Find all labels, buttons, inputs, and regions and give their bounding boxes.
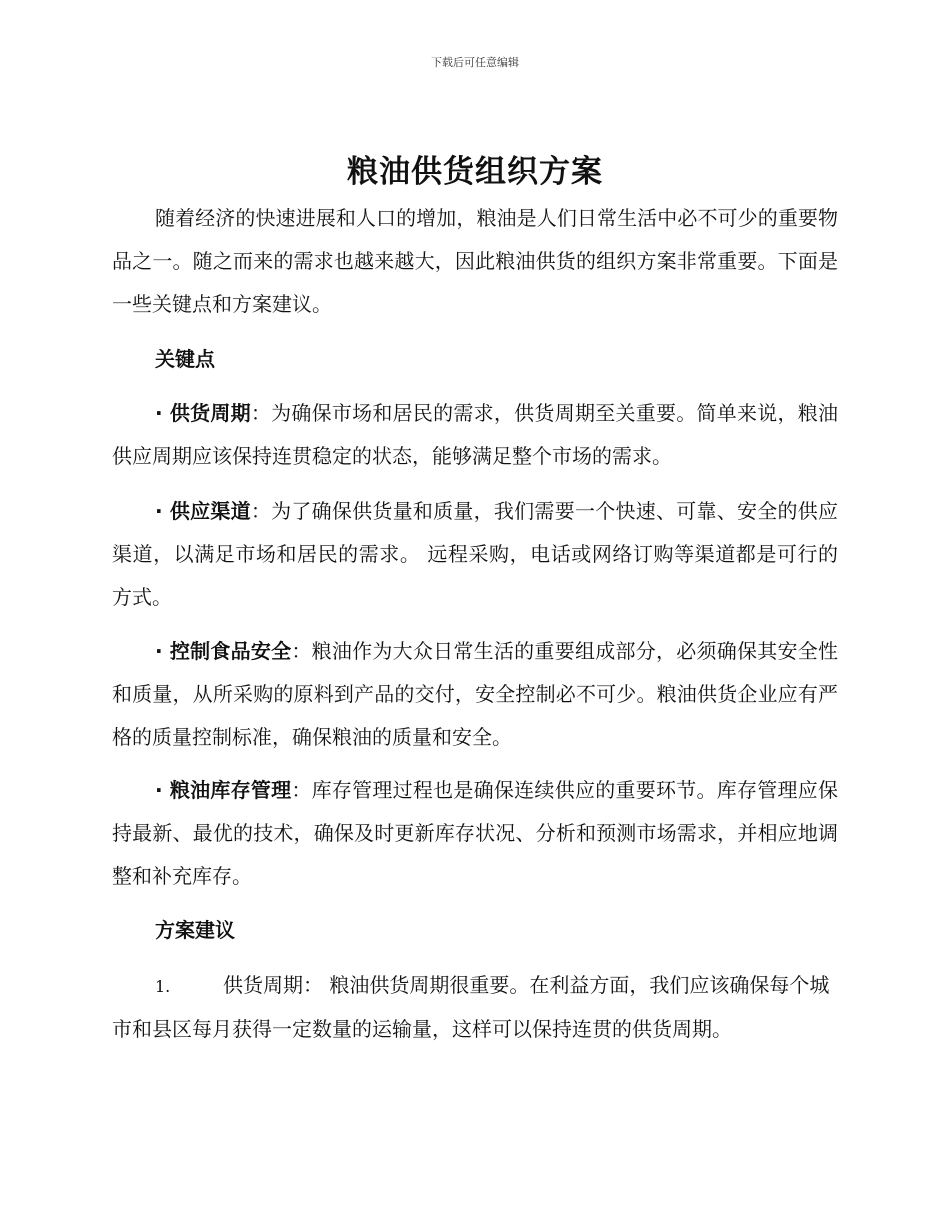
key-points-heading: 关键点 [155,347,215,371]
key-point-item: · 粮油库存管理：库存管理过程也是确保连续供应的重要环节。库存管理应保持最新、最优的技术，确保及时更新库存状况、分析和预测市场需求，并相应地调整和补充库存。 [112,778,839,888]
suggestion-number: 1. [155,977,171,996]
key-point-item: · 供应渠道：为了确保供货量和质量，我们需要一个快速、可靠、安全的供应渠道，以满足市场和居民的需求。 远程采购，电话或网络订购等渠道都是可行的方式。 [112,499,839,609]
suggestions-heading: 方案建议 [155,918,235,942]
key-point-item: · 供货周期：为确保市场和居民的需求，供货周期至关重要。简单来说，粮油供应周期应该保持连贯稳定的状态，能够满足整个市场的需求。 [112,401,839,468]
suggestion-item [112,964,842,1051]
key-point-text: 库存管理过程也是确保连续供应的重要环节。库存管理应保持最新、最优的技术，确保及时更新库存状况、分析和预测市场需求，并相应地调整和补充库存。 [112,778,839,888]
suggestion-text: 供货周期： 粮油供货周期很重要。在利益方面，我们应该确保每个城市和县区每月获得一定数量的运输量，这样可以保持连贯的供货周期。 [112,973,830,1041]
key-point-term: · 供货周期 [155,401,251,425]
key-point-text: 为确保市场和居民的需求，供货周期至关重要。简单来说，粮油供应周期应该保持连贯稳定的状态，能够满足整个市场的需求。 [112,401,839,468]
document-title: 粮油供货组织方案 [347,154,603,190]
key-point-term: · 控制食品安全 [155,639,292,663]
key-point-text: 为了确保供货量和质量，我们需要一个快速、可靠、安全的供应渠道，以满足市场和居民的需求。 远程采购，电话或网络订购等渠道都是可行的方式。 [112,499,839,609]
key-point-text: 粮油作为大众日常生活的重要组成部分，必须确保其安全性和质量，从所采购的原料到产品的交付，安全控制必不可少。粮油供货企业应有严格的质量控制标准，确保粮油的质量和安全。 [112,639,839,749]
page-header: 下载后可任意编辑 [431,56,519,69]
key-point-term: · 供应渠道 [155,499,251,523]
key-point-term: · 粮油库存管理 [155,778,292,802]
intro-paragraph: 随着经济的快速进展和人口的增加，粮油是人们日常生活中必不可少的重要物品之一。随之而来的需求也越来越大，因此粮油供货的组织方案非常重要。下面是一些关键点和方案建议。 [112,206,838,316]
key-point-item: · 控制食品安全：粮油作为大众日常生活的重要组成部分，必须确保其安全性和质量，从所采购的原料到产品的交付，安全控制必不可少。粮油供货企业应有严格的质量控制标准，确保粮油的质量和安全。 [112,639,839,749]
